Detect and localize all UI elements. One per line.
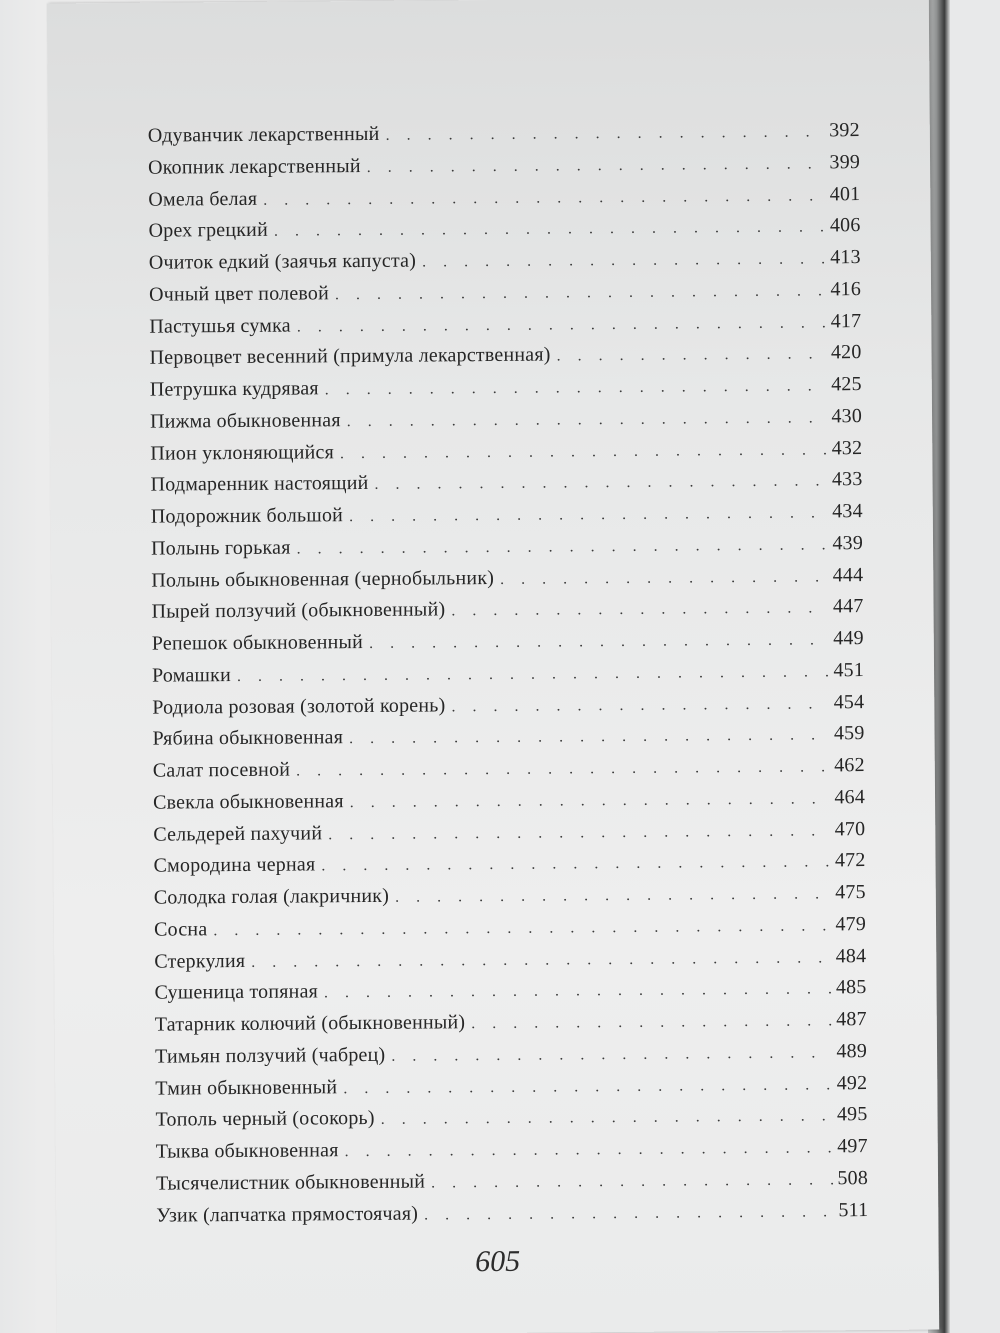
dot-leader	[381, 1108, 833, 1130]
dot-leader	[374, 473, 828, 495]
dot-leader	[347, 409, 828, 431]
toc-entry-title: Сушеница топяная	[154, 980, 319, 1004]
toc-entry-title: Орех грецкий	[148, 219, 269, 242]
toc-entry-title: Очный цвет полевой	[148, 282, 330, 306]
toc-entry-page: 470	[834, 817, 866, 840]
toc-entry-page: 464	[834, 785, 866, 809]
dot-leader	[422, 250, 826, 271]
toc-entry-page: 462	[834, 754, 865, 777]
toc-entry-title: Омела белая	[148, 187, 258, 211]
toc-entry-title: Родиола розовая (золотой корень)	[152, 693, 446, 719]
toc-entry-title: Тысячелистник обыкновенный	[155, 1170, 426, 1195]
toc-entry-page: 447	[832, 595, 864, 618]
toc-entry-title: Татарник колючий (обыкновенный)	[154, 1011, 466, 1036]
dot-leader	[297, 314, 827, 336]
toc-entry-title: Тыква обыкновенная	[155, 1139, 339, 1163]
toc-entry-title: Узик (лапчатка прямостоячая)	[156, 1202, 419, 1227]
dot-leader	[251, 949, 832, 972]
toc-entry-title: Первоцвет весенний (примула лекарственная)	[149, 343, 551, 369]
toc-entry-title: Сельдерей пахучий	[153, 821, 323, 846]
toc-entry-title: Тополь черный (осокорь)	[155, 1107, 375, 1131]
dot-leader	[349, 727, 830, 749]
toc-entry-page: 406	[829, 214, 861, 237]
toc-entry-title: Свекла обыкновенная	[152, 789, 344, 814]
toc-entry-title: Рябина обыкновенная	[152, 726, 344, 750]
toc-entry-page: 432	[831, 436, 863, 459]
dot-leader	[350, 790, 831, 812]
dot-leader	[500, 568, 829, 589]
dot-leader	[391, 1044, 832, 1065]
dot-leader	[369, 631, 829, 653]
toc-entry-title: Солодка голая (лакричник)	[153, 884, 390, 909]
toc-entry-page: 492	[836, 1071, 868, 1094]
toc-entry-title: Пастушья сумка	[149, 314, 291, 338]
toc-entry-page: 489	[836, 1039, 868, 1063]
toc-entry-title: Полынь обыкновенная (чернобыльник)	[151, 566, 495, 592]
toc-entry-title: Сосна	[153, 918, 208, 941]
toc-entry-page: 392	[829, 119, 860, 142]
toc-entry-title: Пырей ползучий (обыкновенный)	[151, 598, 446, 623]
toc-entry-title: Репешок обыкновенный	[151, 631, 364, 655]
toc-entry-title: Салат посевной	[152, 758, 291, 782]
dot-leader	[424, 1203, 835, 1224]
toc-entry-page: 417	[830, 309, 862, 332]
toc-entry-title: Смородина черная	[153, 853, 316, 877]
dot-leader	[297, 536, 829, 558]
toc-entry-page: 434	[832, 500, 863, 523]
toc-entry-title: Подорожник большой	[150, 504, 344, 528]
dot-leader	[237, 663, 830, 686]
toc-entry-title: Тимьян ползучий (чабрец)	[154, 1043, 386, 1068]
toc-entry-page: 439	[832, 531, 864, 555]
toc-entry-page: 495	[836, 1103, 868, 1126]
dot-leader	[296, 758, 830, 780]
toc-entry-page: 472	[834, 849, 866, 872]
dot-leader	[274, 219, 826, 241]
toc-entry-page: 401	[829, 182, 861, 205]
dot-leader	[556, 346, 827, 366]
toc-entry	[156, 1199, 868, 1236]
toc-entry-page: 479	[835, 912, 867, 936]
toc-entry-page: 459	[833, 722, 865, 745]
toc-entry-title: Тмин обыкновенный	[155, 1075, 338, 1100]
toc-entry-page: 475	[835, 881, 866, 904]
dot-leader	[471, 1012, 832, 1033]
dot-leader	[263, 187, 826, 209]
toc-entry-page: 451	[833, 658, 865, 682]
dot-leader	[395, 885, 831, 906]
dot-leader	[335, 282, 827, 304]
dot-leader	[345, 1139, 834, 1161]
toc-entry-page: 497	[837, 1135, 868, 1158]
toc-entry-page: 430	[831, 404, 863, 428]
toc-entry-page: 433	[831, 468, 863, 491]
dot-leader	[328, 822, 831, 844]
toc-entry-title: Полынь горькая	[150, 536, 291, 560]
toc-entry-title: Стеркулия	[154, 949, 246, 973]
dot-leader	[325, 377, 828, 399]
toc-entry-page: 508	[837, 1166, 869, 1190]
toc-entry-title: Петрушка кудрявая	[149, 377, 319, 401]
toc-entry-title: Очиток едкий (заячья капуста)	[148, 249, 417, 274]
dot-leader	[451, 695, 829, 716]
book-page	[47, 0, 939, 1333]
toc-entry-page: 485	[835, 976, 867, 999]
toc-entry-page: 399	[829, 150, 861, 174]
toc-entry-page: 444	[832, 563, 864, 586]
dot-leader	[324, 981, 832, 1003]
toc-entry-title: Пижма обыкновенная	[149, 408, 341, 433]
toc-entry-page: 416	[830, 277, 862, 301]
toc-entry-page: 487	[836, 1008, 867, 1031]
toc-entry-title: Одуванчик лекарственный	[147, 122, 380, 147]
dot-leader	[340, 441, 828, 463]
toc-entry-page: 449	[833, 627, 864, 650]
toc-entry-title: Ромашки	[151, 663, 232, 687]
dot-leader	[213, 917, 831, 940]
toc-entry-page: 454	[833, 690, 865, 713]
toc-entry-page: 420	[830, 341, 862, 364]
toc-entry-title: Окопник лекарственный	[147, 154, 361, 179]
toc-entry-title: Пион уклоняющийся	[150, 440, 335, 465]
toc-entry-page: 511	[838, 1198, 869, 1221]
dot-leader	[431, 1171, 833, 1192]
toc-entry-title: Подмаренник настоящий	[150, 472, 369, 496]
dot-leader	[367, 155, 826, 177]
dot-leader	[451, 600, 829, 621]
toc-entry-page: 413	[830, 246, 861, 269]
dot-leader	[349, 504, 828, 526]
page-number: 605	[475, 1244, 521, 1279]
dot-leader	[385, 123, 825, 144]
toc-entry-page: 484	[835, 944, 867, 967]
table-of-contents	[148, 119, 869, 1236]
dot-leader	[321, 854, 831, 876]
toc-entry-page: 425	[831, 373, 862, 396]
dot-leader	[343, 1076, 833, 1098]
